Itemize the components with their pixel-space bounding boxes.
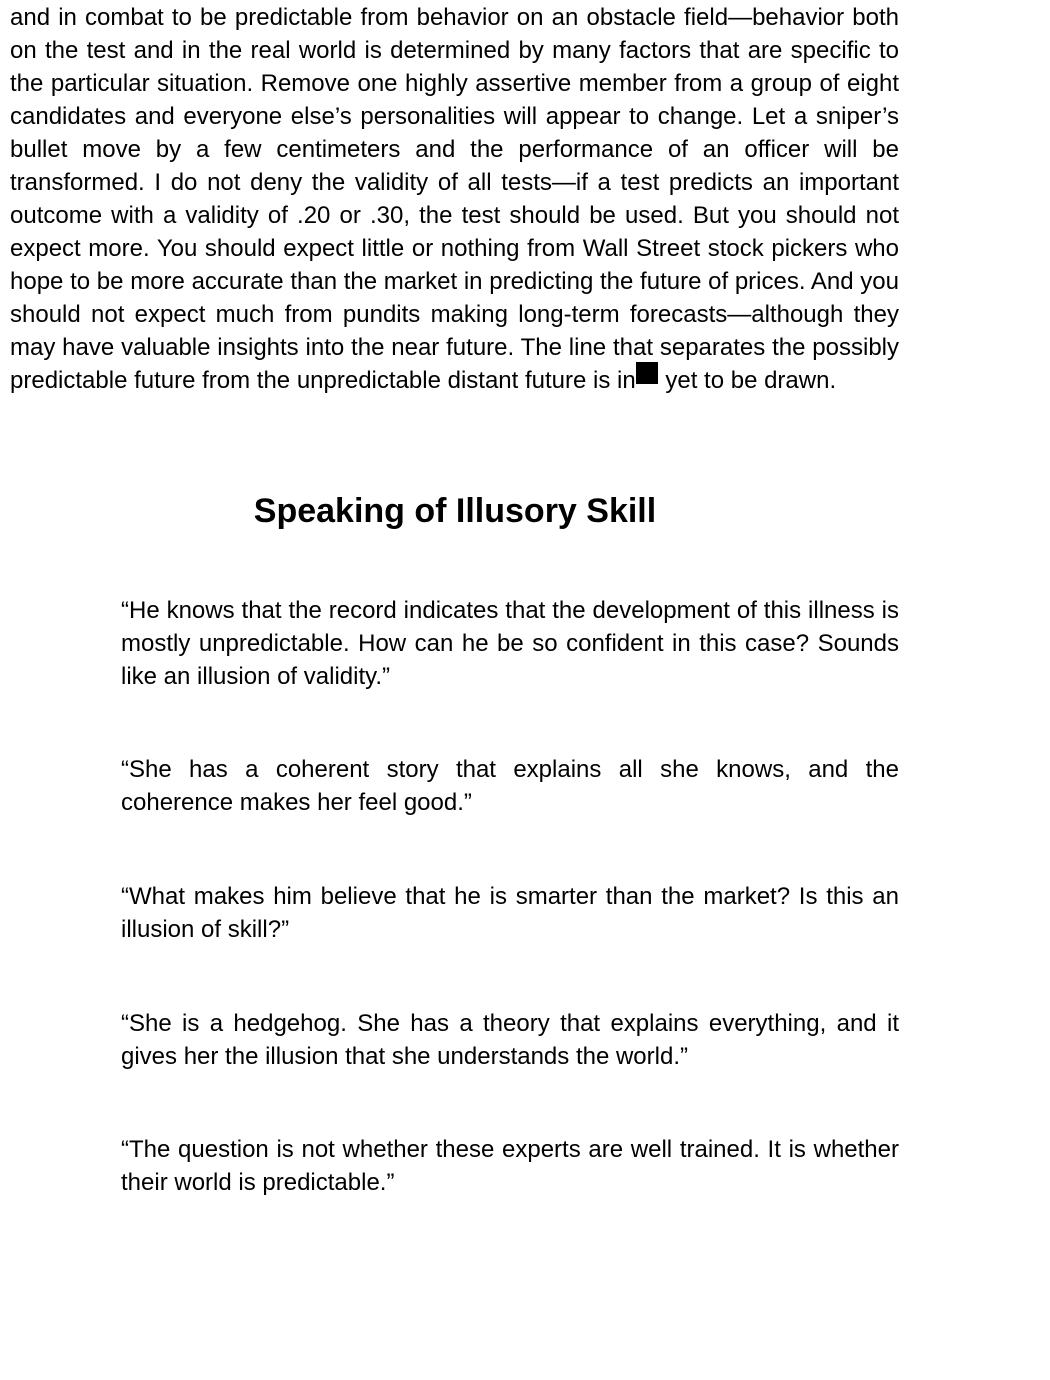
quote-1: “He knows that the record indicates that the development of this illness is mostly unpredictable. How can he be so confident in this case? Sounds like an illusion of validity.” xyxy=(121,597,899,690)
quote-4: “She is a hedgehog. She has a theory that explains everything, and it gives her the illusion that she understands the world.” xyxy=(121,1010,899,1070)
body-paragraph xyxy=(10,1,899,397)
body-text-after-mark: yet to be drawn. xyxy=(658,367,837,394)
black-square-mark xyxy=(636,362,658,384)
quote-5: “The question is not whether these experts are well trained. It is whether their world is predictable.” xyxy=(121,1136,899,1196)
body-text-before-mark: and in combat to be predictable from behavior on an obstacle field—behavior both on the test and in the real world is determined by many factors that are specific to the particular situation. Remove one highly assertive member from a group of eight candidates and everyone else’s personalities will appear to change. Let a sniper’s bullet move by a few centimeters and the performance of an officer will be transformed. I do not deny the validity of all tests—if a test predicts an important outcome with a validity of .20 or .30, the test should be used. But you should not expect more. You should expect little or nothing from Wall Street stock pickers who hope to be more accurate than the market in predicting the future of prices. And you should not expect much from pundits making long-term forecasts—although they may have valuable insights into the near future. The line that separates the possibly predictable future from the unpredictable distant future is in xyxy=(10,4,899,394)
quote-3: “What makes him believe that he is smarter than the market? Is this an illusion of skill?” xyxy=(121,883,899,943)
section-heading: Speaking of Illusory Skill xyxy=(253,492,657,530)
quote-2: “She has a coherent story that explains all she knows, and the coherence makes her feel good.” xyxy=(121,756,899,816)
